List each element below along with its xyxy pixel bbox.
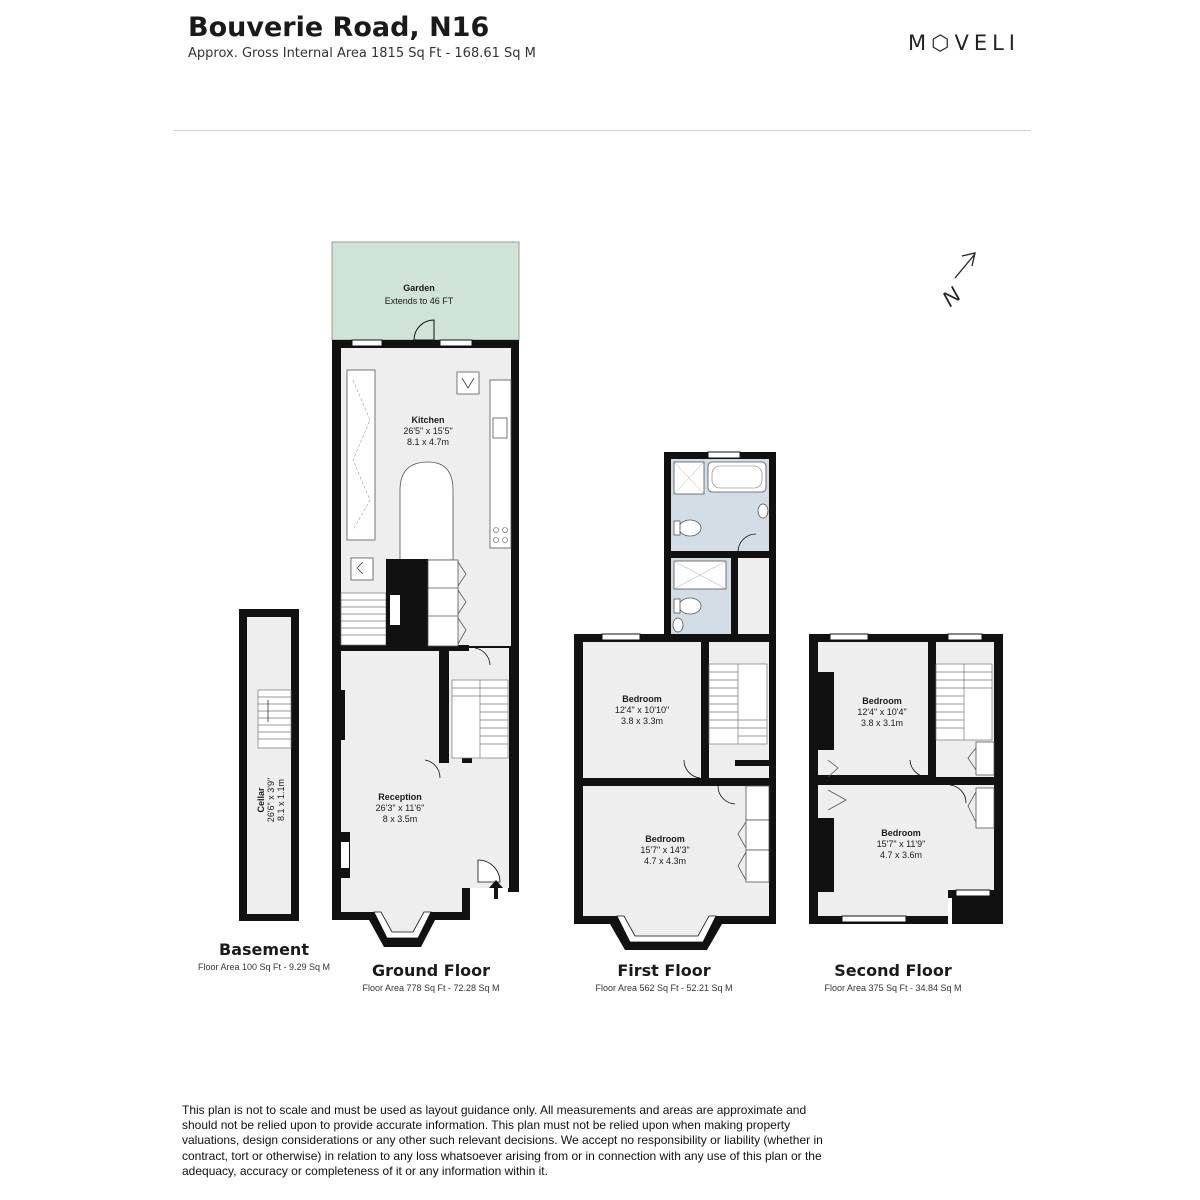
cellar-metric: 8.1 x 1.1m <box>276 778 286 822</box>
second-floor-area: Floor Area 375 Sq Ft - 34.84 Sq M <box>824 983 962 993</box>
second-floor-title: Second Floor <box>834 961 952 980</box>
first-floor-plan <box>574 452 776 950</box>
kitchen-imperial: 26'5" x 15'5" <box>403 426 453 436</box>
second-bedroom-front-name: Bedroom <box>881 828 921 838</box>
ground-floor-area: Floor Area 778 Sq Ft - 72.28 Sq M <box>362 983 500 993</box>
basement-area: Floor Area 100 Sq Ft - 9.29 Sq M <box>197 962 331 972</box>
basement-stairs <box>258 690 291 748</box>
first-floor-title: First Floor <box>617 961 711 980</box>
compass-icon <box>937 253 975 311</box>
first-floor-area: Floor Area 562 Sq Ft - 52.21 Sq M <box>595 983 733 993</box>
cellar-imperial: 26'6" x 3'9" <box>266 777 276 823</box>
garden-name: Garden <box>403 283 435 293</box>
second-bedroom-rear-name: Bedroom <box>862 696 902 706</box>
second-floor-plan <box>809 634 1003 924</box>
compass-north-label: N <box>937 282 966 312</box>
second-bedroom-front-metric: 4.7 x 3.6m <box>879 850 923 860</box>
second-floor-stairs <box>936 664 992 740</box>
first-bedroom-rear-name: Bedroom <box>622 694 662 704</box>
first-floor-stairs <box>709 664 767 744</box>
second-bedroom-rear-imperial: 12'4" x 10'4" <box>857 707 907 717</box>
reception-imperial: 26'3" x 11'6" <box>375 803 425 813</box>
first-bedroom-rear-metric: 3.8 x 3.3m <box>620 716 664 726</box>
brand-logo: M⬡VELI <box>908 31 1020 55</box>
first-bedroom-rear-imperial: 12'4" x 10'10" <box>614 705 670 715</box>
second-bedroom-rear-metric: 3.8 x 3.1m <box>860 718 904 728</box>
page-title: Bouverie Road, N16 <box>188 12 490 43</box>
first-bedroom-front-name: Bedroom <box>645 834 685 844</box>
cellar-name: Cellar <box>256 787 266 813</box>
basement-plan <box>239 609 299 921</box>
page-subtitle: Approx. Gross Internal Area 1815 Sq Ft - 168.61 Sq M <box>188 46 536 61</box>
ground-floor-plan <box>332 242 519 947</box>
second-bedroom-front-imperial: 15'7" x 11'9" <box>876 839 926 849</box>
disclaimer-text: This plan is not to scale and must be used as layout guidance only. All measurements and areas are approximate and should not be relied upon to provide accurate information. This plan must not be relied upon when making property valuations, design considerations or any other such relevant decisions. We accept no responsibility or liability (whether in contract, tort or otherwise) in relation to any loss whatsoever arising from or in connection with any use of this plan or the adequacy, accuracy or completeness of it or any information within it. <box>182 1103 823 1178</box>
basement-title: Basement <box>219 940 309 959</box>
reception-name: Reception <box>378 792 422 802</box>
ground-stairs-up <box>452 680 508 758</box>
kitchen-name: Kitchen <box>411 415 445 425</box>
ground-stairs-down <box>341 593 386 645</box>
first-bedroom-front-metric: 4.7 x 4.3m <box>643 856 687 866</box>
first-bedroom-front-imperial: 15'7" x 14'3" <box>640 845 690 855</box>
reception-metric: 8 x 3.5m <box>382 814 418 824</box>
garden-note: Extends to 46 FT <box>384 296 454 306</box>
kitchen-metric: 8.1 x 4.7m <box>406 437 450 447</box>
ground-floor-title: Ground Floor <box>371 961 491 980</box>
